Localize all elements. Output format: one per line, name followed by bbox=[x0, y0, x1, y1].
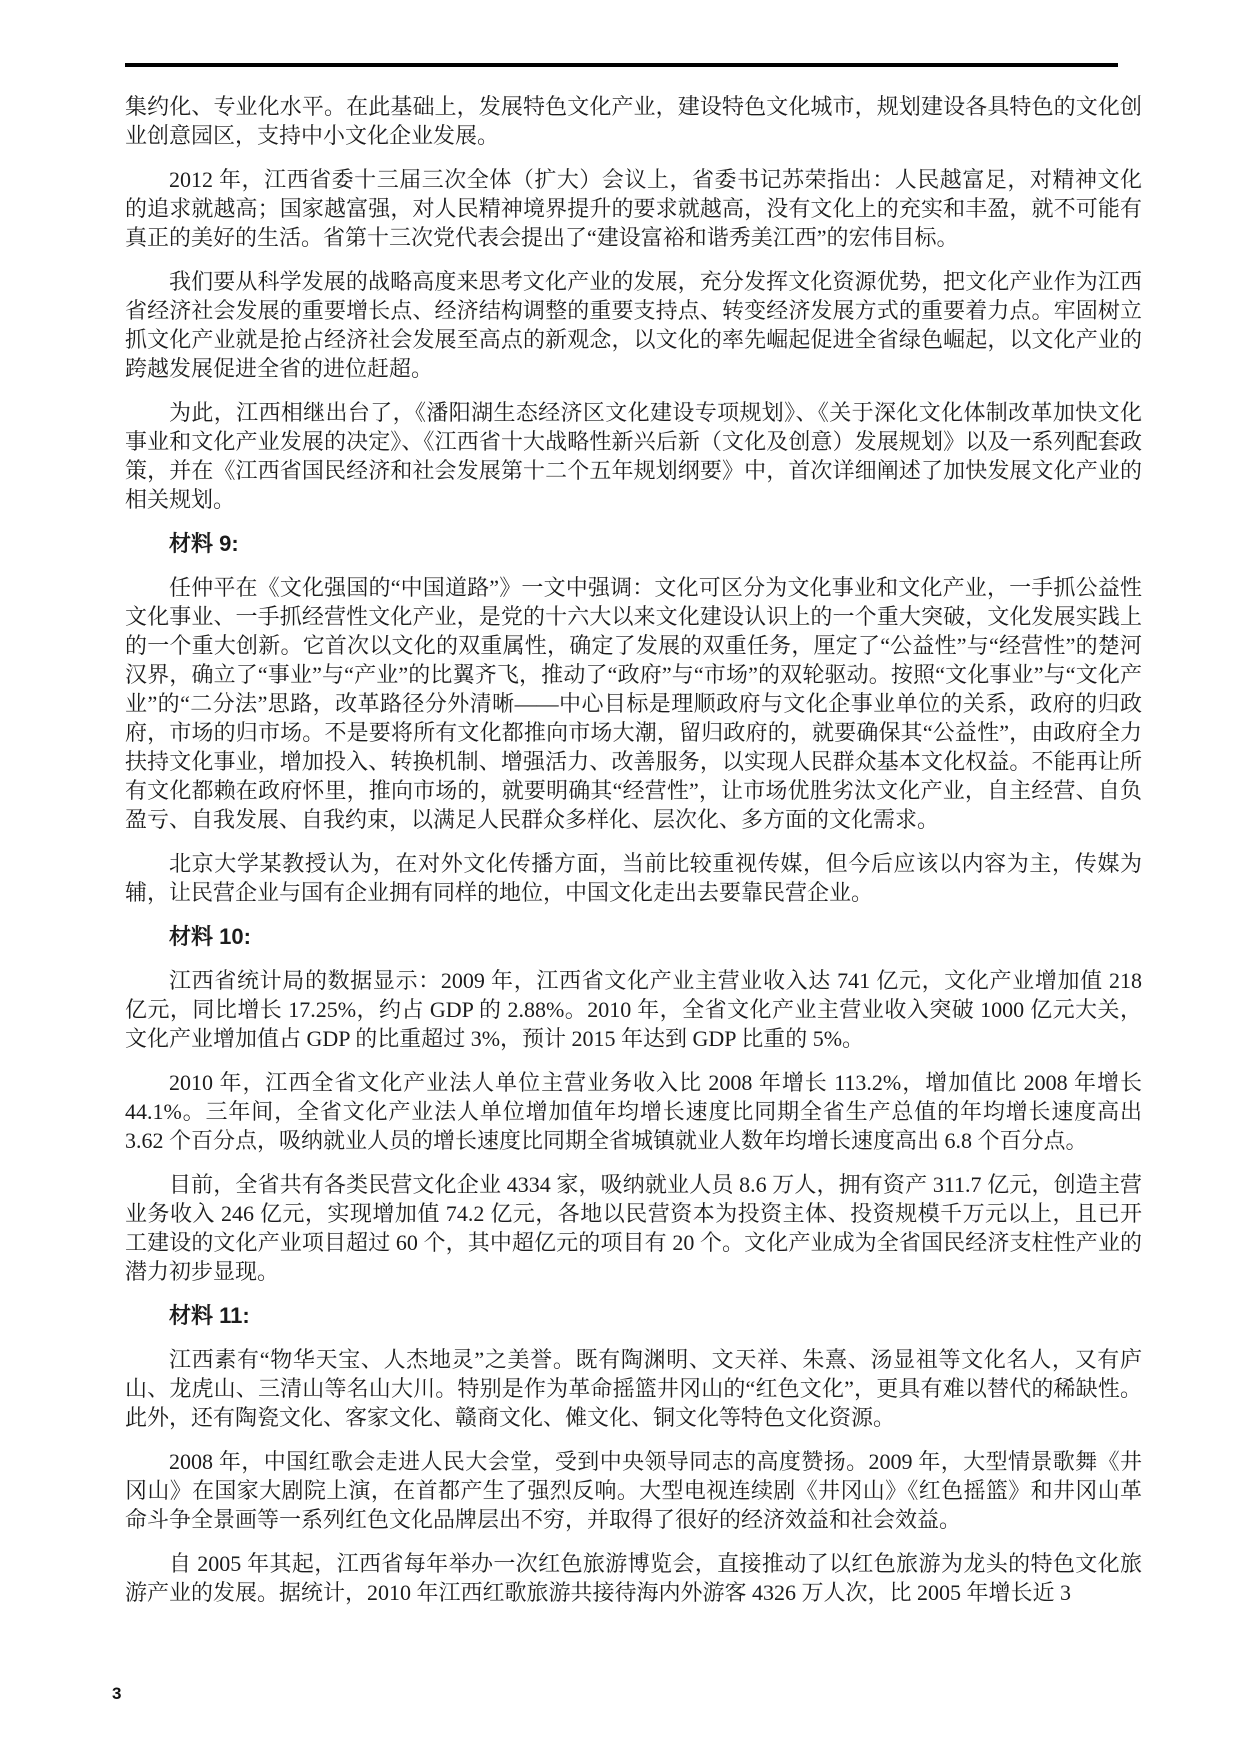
paragraph: 为此，江西相继出台了，《潘阳湖生态经济区文化建设专项规划》、《关于深化文化体制改革加快文化事业和文化产业发展的决定》、《江西省十大战略性新兴后新（文化及创意）发展规划》以及一系列配套政策，并在《江西省国民经济和社会发展第十二个五年规划纲要》中，首次详细阐述了加快发展文化产业的相关规划。 bbox=[125, 400, 1142, 512]
material-heading-9: 材料 9: bbox=[169, 531, 239, 556]
material-heading-10: 材料 10: bbox=[169, 924, 251, 949]
paragraph: 任仲平在《文化强国的“中国道路”》一文中强调：文化可区分为文化事业和文化产业，一手抓公益性文化事业、一手抓经营性文化产业，是党的十六大以来文化建设认识上的一个重大突破，文化发展实践上的一个重大创新。它首次以文化的双重属性，确定了发展的双重任务，厘定了“公益性”与“经营性”的楚河汉界，确立了“事业”与“产业”的比翼齐飞，推动了“政府”与“市场”的双轮驱动。按照“文化事业”与“文化产业”的“二分法”思路，改革路径分外清晰——中心目标是理顺政府与文化企事业单位的关系，政府的归政府，市场的归市场。不是要将所有文化都推向市场大潮，留归政府的，就要确保其“公益性”，由政府全力扶持文化事业，增加投入、转换机制、增强活力、改善服务，以实现人民群众基本文化权益。不能再让所有文化都赖在政府怀里，推向市场的，就要明确其“经营性”，让市场优胜劣汰文化产业，自主经营、自负盈亏、自我发展、自我约束，以满足人民群众多样化、层次化、多方面的文化需求。 bbox=[125, 575, 1142, 832]
page-number: 3 bbox=[112, 1684, 122, 1703]
header-rule bbox=[125, 63, 1118, 67]
paragraph: 目前，全省共有各类民营文化企业 4334 家，吸纳就业人员 8.6 万人，拥有资产 311.7 亿元，创造主营业务收入 246 亿元，实现增加值 74.2 亿元，各地以民营资本为投资主体、投资规模千万元以上，且已开工建设的文化产业项目超过 60 个，其中超亿元的项目有 20 个。文化产业成为全省国民经济支柱性产业的潜力初步显现。 bbox=[125, 1172, 1142, 1284]
paragraph: 自 2005 年其起，江西省每年举办一次红色旅游博览会，直接推动了以红色旅游为龙头的特色文化旅游产业的发展。据统计，2010 年江西红歌旅游共接待海内外游客 4326 万人次，比 2005 年增长近 3 bbox=[125, 1551, 1142, 1605]
document-body bbox=[125, 92, 1142, 1622]
paragraph: 集约化、专业化水平。在此基础上，发展特色文化产业，建设特色文化城市，规划建设各具特色的文化创业创意园区，支持中小文化企业发展。 bbox=[125, 94, 1142, 148]
paragraph: 江西素有“物华天宝、人杰地灵”之美誉。既有陶渊明、文天祥、朱熹、汤显祖等文化名人，又有庐山、龙虎山、三清山等名山大川。特别是作为革命摇篮井冈山的“红色文化”，更具有难以替代的稀缺性。此外，还有陶瓷文化、客家文化、赣商文化、傩文化、铜文化等特色文化资源。 bbox=[125, 1347, 1142, 1430]
paragraph: 2010 年，江西全省文化产业法人单位主营业务收入比 2008 年增长 113.2%，增加值比 2008 年增长 44.1%。三年间，全省文化产业法人单位增加值年均增长速度比同期全省生产总值的年均增长速度高出 3.62 个百分点，吸纳就业人员的增长速度比同期全省城镇就业人数年均增长速度高出 6.8 个百分点。 bbox=[125, 1070, 1142, 1153]
material-heading-11: 材料 11: bbox=[169, 1303, 250, 1328]
paragraph: 北京大学某教授认为，在对外文化传播方面，当前比较重视传媒，但今后应该以内容为主，传媒为辅，让民营企业与国有企业拥有同样的地位，中国文化走出去要靠民营企业。 bbox=[125, 851, 1142, 905]
paragraph: 江西省统计局的数据显示：2009 年，江西省文化产业主营业收入达 741 亿元，文化产业增加值 218 亿元，同比增长 17.25%，约占 GDP 的 2.88%。2010 年，全省文化产业主营业收入突破 1000 亿元大关，文化产业增加值占 GDP 的比重超过 3%，预计 2015 年达到 GDP 比重的 5%。 bbox=[125, 968, 1142, 1051]
paragraph: 2012 年，江西省委十三届三次全体（扩大）会议上，省委书记苏荣指出：人民越富足，对精神文化的追求就越高；国家越富强，对人民精神境界提升的要求就越高，没有文化上的充实和丰盈，就不可能有真正的美好的生活。省第十三次党代表会提出了“建设富裕和谐秀美江西”的宏伟目标。 bbox=[125, 167, 1142, 250]
paragraph: 我们要从科学发展的战略高度来思考文化产业的发展，充分发挥文化资源优势，把文化产业作为江西省经济社会发展的重要增长点、经济结构调整的重要支持点、转变经济发展方式的重要着力点。牢固树立抓文化产业就是抢占经济社会发展至高点的新观念，以文化的率先崛起促进全省绿色崛起，以文化产业的跨越发展促进全省的进位赶超。 bbox=[125, 269, 1142, 381]
paragraph: 2008 年，中国红歌会走进人民大会堂，受到中央领导同志的高度赞扬。2009 年，大型情景歌舞《井冈山》在国家大剧院上演，在首都产生了强烈反响。大型电视连续剧《井冈山》《红色摇篮》和井冈山革命斗争全景画等一系列红色文化品牌层出不穷，并取得了很好的经济效益和社会效益。 bbox=[125, 1449, 1142, 1532]
